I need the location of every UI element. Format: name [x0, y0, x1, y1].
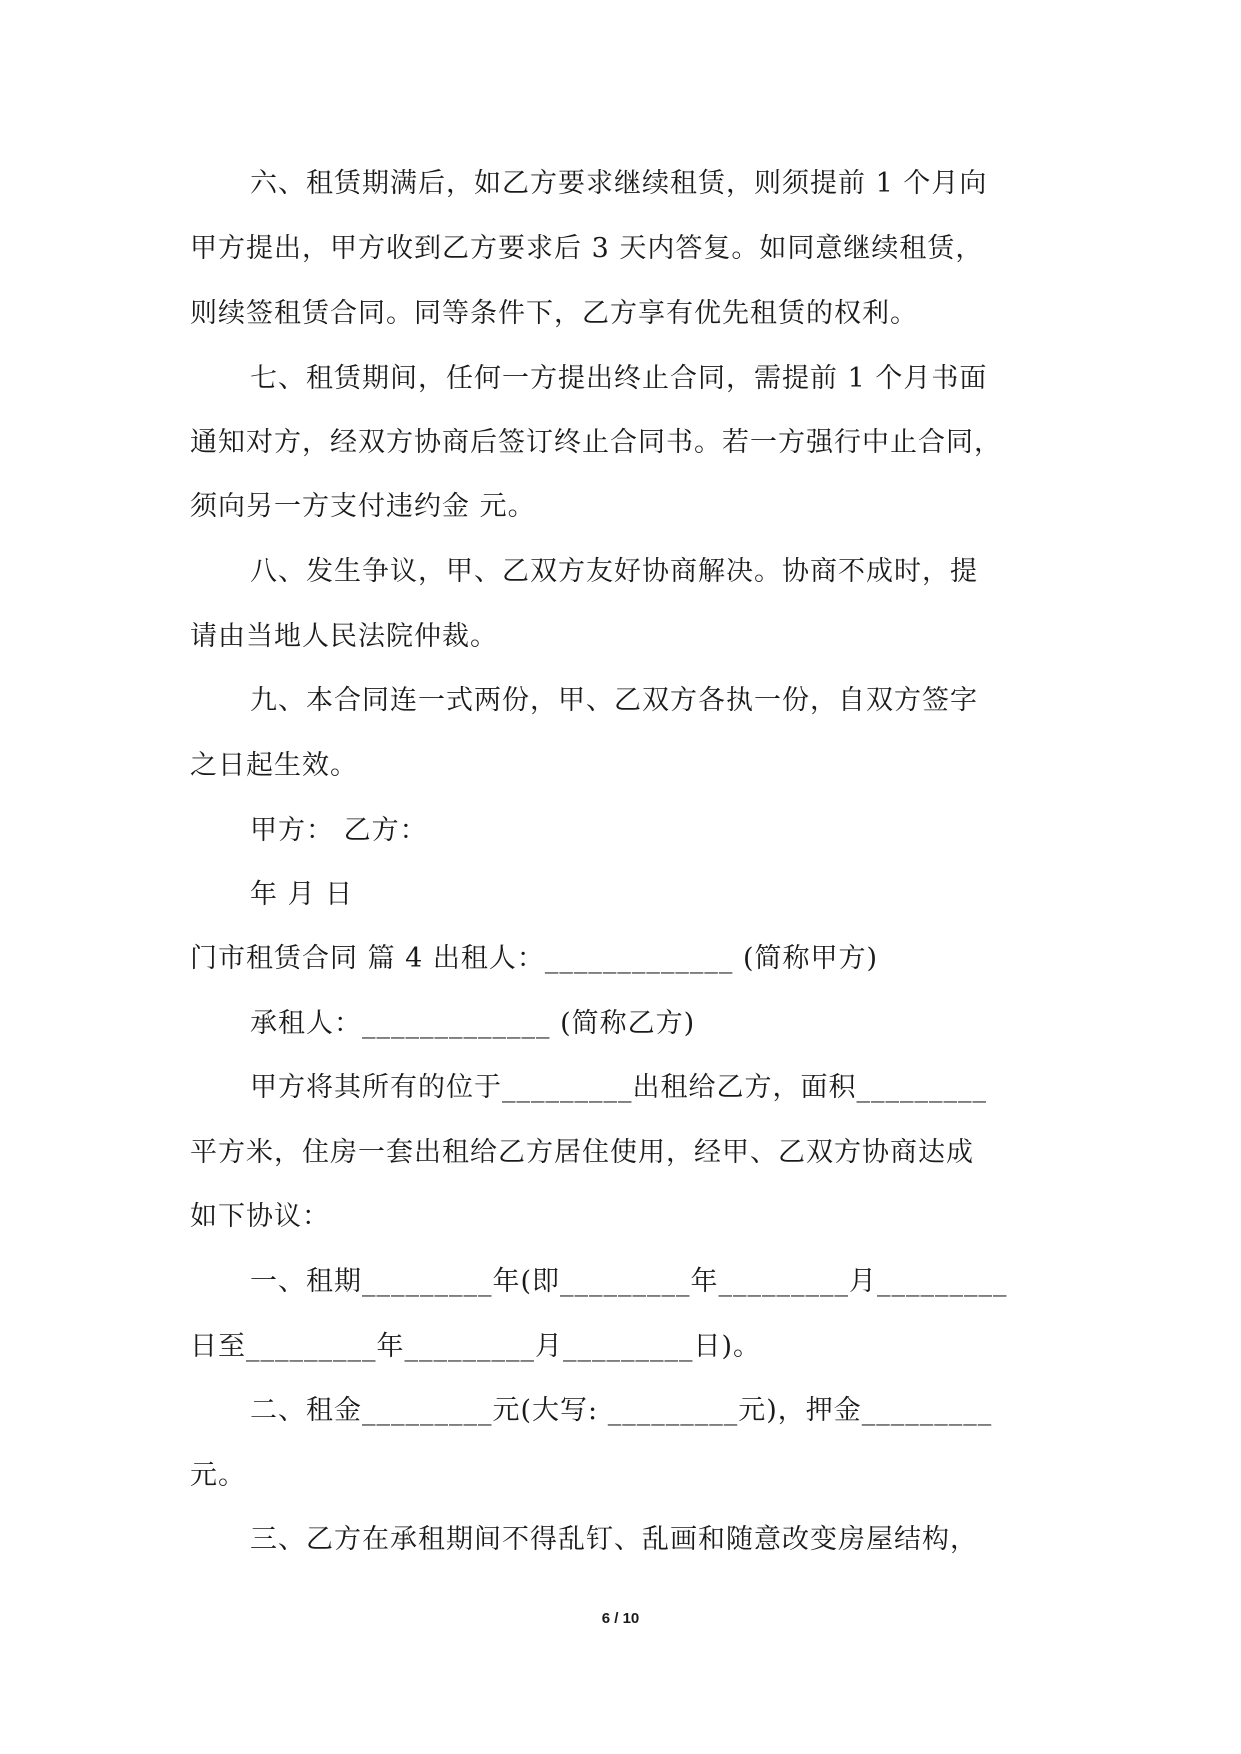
page-number: 6 / 10	[601, 1610, 640, 1627]
text-line: 七、租赁期间，任何一方提出终止合同，需提前 1 个月书面	[250, 363, 988, 394]
date-line: 年 月 日	[250, 879, 354, 910]
text-line: 九、本合同连一式两份，甲、乙双方各执一份，自双方签字	[250, 685, 978, 716]
signature-parties-line: 甲方： 乙方：	[250, 815, 428, 846]
text-line: 元。	[190, 1460, 246, 1491]
text-line: 承租人：_____________ (简称乙方)	[250, 1008, 696, 1039]
text-line: 须向另一方支付违约金 元。	[190, 491, 536, 522]
text-line: 之日起生效。	[190, 750, 358, 781]
text-line: 平方米，住房一套出租给乙方居住使用，经甲、乙双方协商达成	[190, 1137, 974, 1168]
contract-section-heading: 门市租赁合同 篇 4 出租人：_____________ (简称甲方)	[190, 943, 879, 974]
text-line: 如下协议：	[190, 1201, 330, 1232]
text-line: 一、租期_________年(即_________年_________月_________	[250, 1266, 1008, 1297]
text-line: 则续签租赁合同。同等条件下，乙方享有优先租赁的权利。	[190, 298, 918, 329]
text-line: 日至_________年_________月_________日)。	[190, 1331, 762, 1362]
text-line: 甲方提出，甲方收到乙方要求后 3 天内答复。如同意继续租赁，	[190, 233, 984, 264]
text-line: 通知对方，经双方协商后签订终止合同书。若一方强行中止合同，	[190, 427, 1002, 458]
text-line: 二、租金_________元(大写: _________元)，押金_________	[250, 1395, 993, 1426]
text-line: 请由当地人民法院仲裁。	[190, 621, 498, 652]
text-line: 六、租赁期满后，如乙方要求继续租赁，则须提前 1 个月向	[250, 168, 988, 199]
text-line: 三、乙方在承租期间不得乱钉、乱画和随意改变房屋结构，	[250, 1524, 978, 1555]
text-line: 八、发生争议，甲、乙双方友好协商解决。协商不成时，提	[250, 556, 978, 587]
text-line: 甲方将其所有的位于_________出租给乙方，面积_________	[250, 1072, 987, 1103]
